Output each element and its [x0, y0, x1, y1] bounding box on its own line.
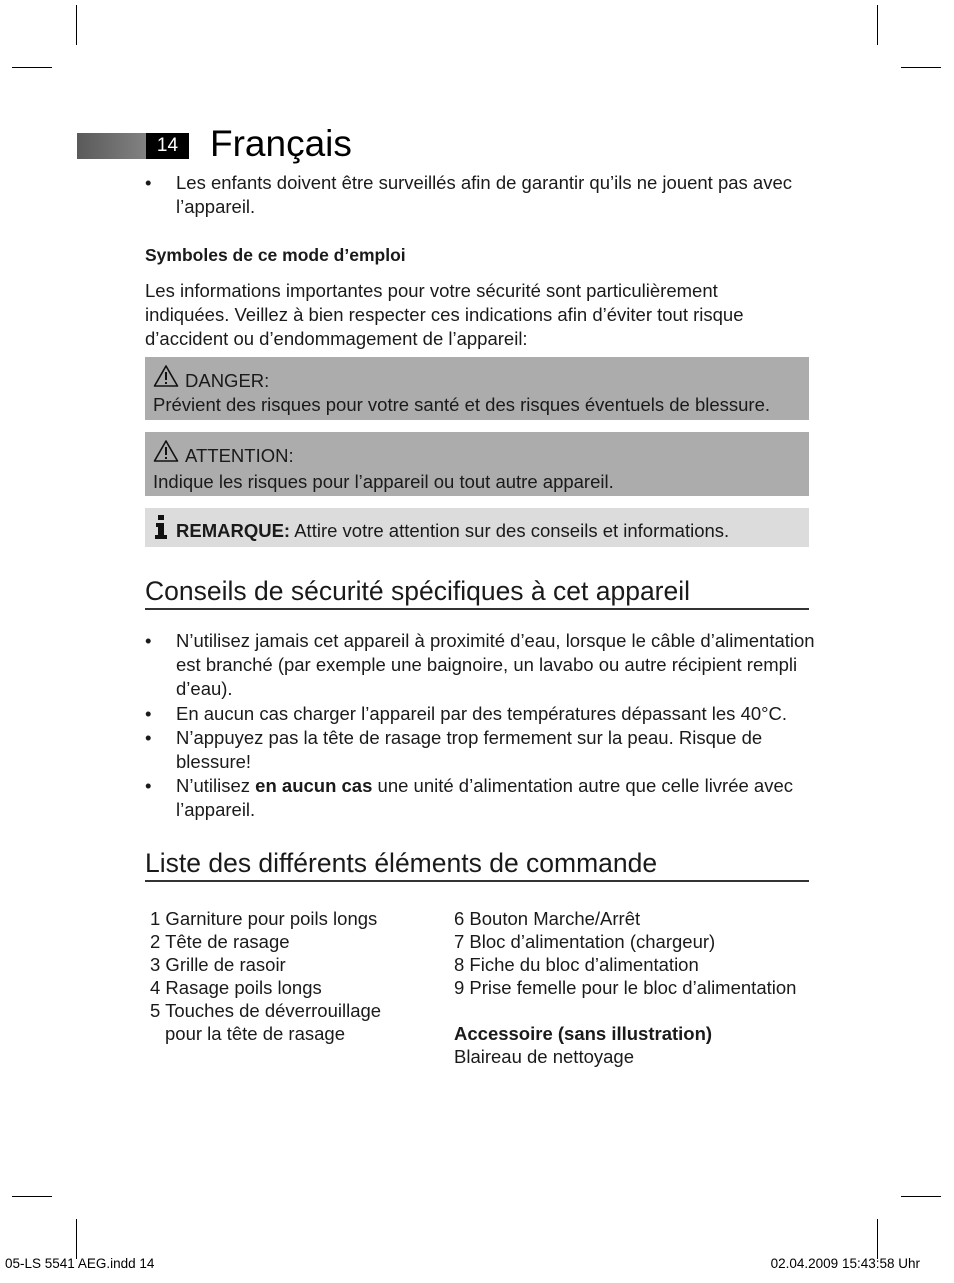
- accessory-item: Blaireau de nettoyage: [454, 1046, 634, 1067]
- list-item-continuation: pour la tête de rasage: [165, 1023, 345, 1044]
- bullet-dot: •: [145, 172, 152, 193]
- danger-box: [145, 357, 809, 420]
- list-item: 3 Grille de rasoir: [150, 954, 286, 975]
- controls-left-column: [150, 907, 381, 1045]
- footer-timestamp: 02.04.2009 15:43:58 Uhr: [770, 1256, 920, 1271]
- warning-triangle-icon: [153, 364, 179, 388]
- info-icon: [154, 515, 168, 539]
- list-item: 2 Tête de rasage: [150, 931, 290, 952]
- list-item-text: N’appuyez pas la tête de rasage trop fermement sur la peau. Risque de blessure!: [176, 727, 763, 772]
- crop-mark: [901, 1196, 941, 1197]
- list-item: [145, 726, 816, 774]
- list-item-text-part: une unité d’alimentation autre que celle livrée avec l’appareil.: [176, 775, 794, 820]
- page-title: Français: [210, 123, 352, 164]
- attention-box: [145, 432, 809, 496]
- list-item: 4 Rasage poils longs: [150, 977, 322, 998]
- bullet-dot: •: [145, 727, 152, 748]
- footer-file: 05-LS 5541 AEG.indd 14: [5, 1256, 155, 1271]
- bullet-dot: •: [145, 703, 152, 724]
- list-item: 6 Bouton Marche/Arrêt: [454, 908, 641, 929]
- emphasis-text: en aucun cas: [255, 775, 373, 796]
- list-item: 9 Prise femelle pour le bloc d’alimentation: [454, 977, 797, 998]
- symbols-paragraph: Les informations importantes pour votre sécurité sont particulièrement indiquées. Veillez à bien respecter ces indications afin d’éviter tout risque d’accident ou d’endommagement de l’appareil:: [145, 280, 744, 349]
- list-item: 7 Bloc d’alimentation (chargeur): [454, 931, 716, 952]
- accessory-heading: Accessoire (sans illustration): [454, 1023, 713, 1044]
- danger-text: Prévient des risques pour votre santé et des risques éventuels de blessure.: [153, 394, 771, 415]
- list-item-text-part: N’utilisez: [176, 775, 256, 796]
- remarque-text: Attire votre attention sur des conseils et informations.: [294, 520, 730, 541]
- bullet-dot: •: [145, 630, 152, 651]
- list-item: [145, 629, 816, 701]
- list-item: 1 Garniture pour poils longs: [150, 908, 378, 929]
- list-item-text: Les enfants doivent être surveillés afin de garantir qu’ils ne jouent pas avec l’appareil.: [176, 172, 793, 217]
- list-item: [145, 171, 816, 219]
- list-item: [145, 702, 816, 726]
- section-heading: Liste des différents éléments de commande: [145, 846, 809, 882]
- section-heading: Conseils de sécurité spécifiques à cet appareil: [145, 574, 809, 610]
- section-subheading: Symboles de ce mode d’emploi: [145, 245, 406, 265]
- crop-mark: [12, 1196, 52, 1197]
- list-item-text: En aucun cas charger l’appareil par des températures dépassant les 40°C.: [176, 703, 788, 724]
- crop-mark: [12, 67, 52, 68]
- attention-text: Indique les risques pour l’appareil ou tout autre appareil.: [153, 471, 614, 492]
- remarque-box: [145, 508, 809, 547]
- crop-mark: [877, 5, 878, 45]
- remarque-label: REMARQUE:: [176, 520, 291, 541]
- crop-mark: [76, 5, 77, 45]
- warning-triangle-icon: [153, 439, 179, 463]
- list-item: 8 Fiche du bloc d’alimentation: [454, 954, 699, 975]
- list-item-text: N’utilisez jamais cet appareil à proximité d’eau, lorsque le câble d’alimentation est branché (par exemple une baignoire, un lavabo ou autre récipient rempli d’eau).: [176, 630, 815, 699]
- controls-right-column: [454, 907, 796, 1068]
- page-number: 14: [146, 133, 189, 159]
- crop-mark: [877, 1219, 878, 1259]
- bullet-dot: •: [145, 775, 152, 796]
- list-item-text: [176, 774, 816, 822]
- list-item: 5 Touches de déverrouillage: [150, 1000, 382, 1021]
- crop-mark: [901, 67, 941, 68]
- danger-label: DANGER:: [185, 370, 270, 391]
- attention-label: ATTENTION:: [185, 445, 294, 466]
- list-item: [145, 774, 816, 822]
- crop-mark: [76, 1219, 77, 1259]
